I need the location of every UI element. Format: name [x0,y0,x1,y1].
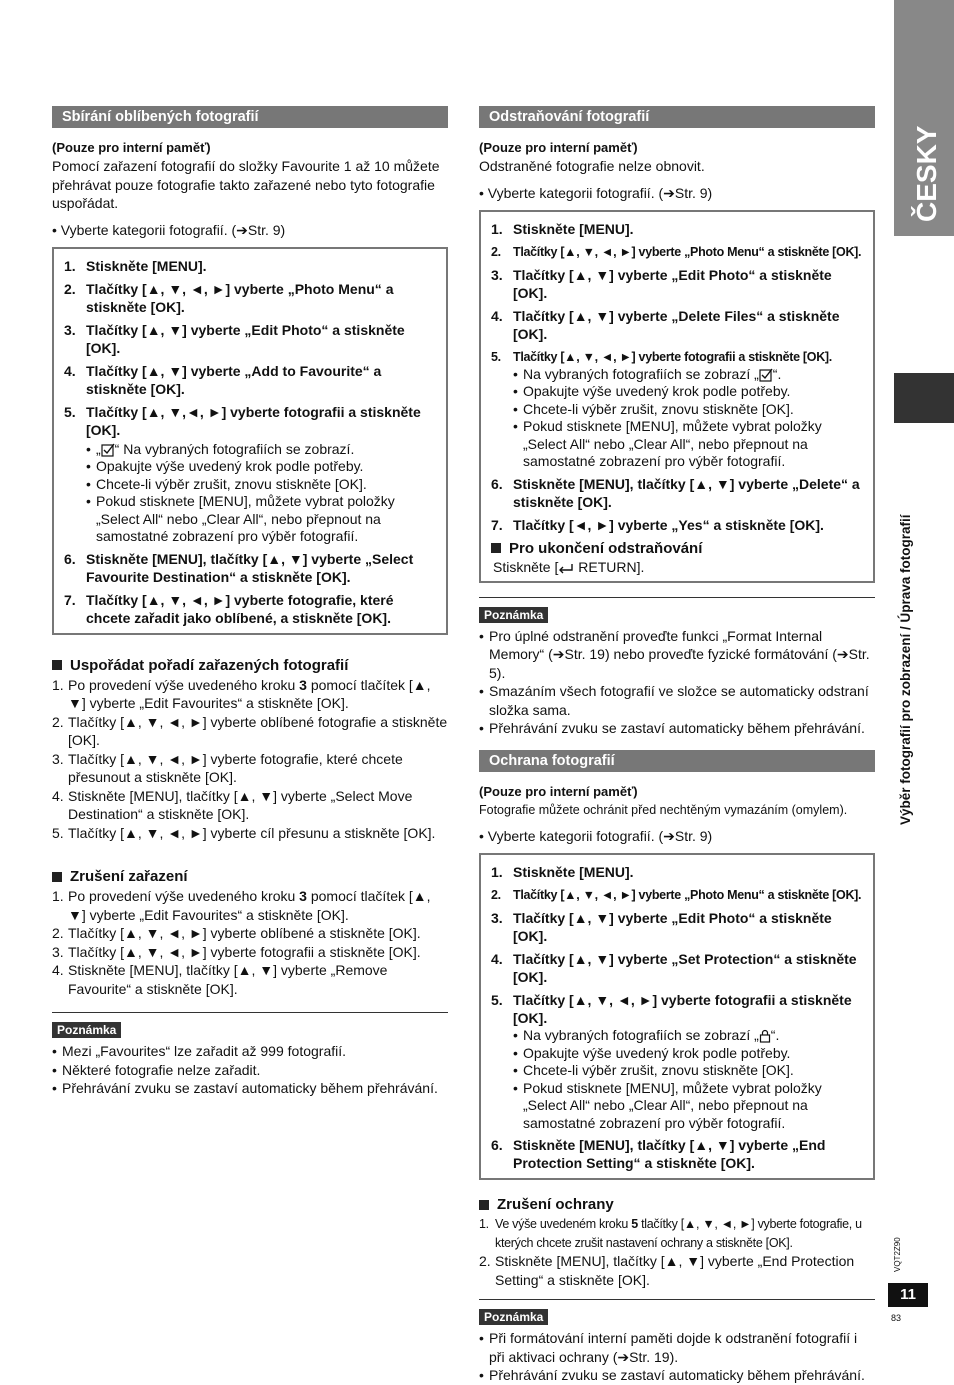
language-tab-label [906,72,946,222]
intro-text: Odstraněné fotografie nelze obnovit. [479,158,705,174]
page-number: 11 [888,1283,928,1307]
note-label: Poznámka [479,607,548,623]
note-label: Poznámka [52,1022,121,1038]
step5-bullets: • Na vybraných fotografiích se zobrazí „ “. • Opakujte výše uvedený krok podle potřeby. • Chcete-li výběr zrušit, znovu stiskněte [OK]. • Pokud stisknete [MENU], můžete vybrat položky „Select All“ nebo „Clear All“, nebo přepnout na samostatné zobrazení pro výběr fotografií. [513,1027,863,1132]
select-category-bullet: • Vyberte kategorii fotografií. (➔Str. 9) [52,221,286,238]
checkbox-check-icon [759,368,773,382]
notes-list: • Mezi „Favourites“ lze zařadit až 999 fotografií. • Některé fotografie nelze zařadit. • Přehrávání zvuku se zastaví automaticky během přehrávání. [52,1042,448,1098]
protect-steps-box [479,853,875,1180]
cancel-favourite-heading: Zrušení zařazení [52,868,448,885]
favourites-steps [64,257,436,439]
cancel-protect-steps: 1. Ve výše uvedeném kroku 5 tlačítky [▲, ▼, ◄, ►] vyberte fotografie, u kterých chcete zrušit nastavení ochrany a stiskněte [OK]. 2. Stiskněte [MENU], tlačítky [▲, ▼] vyberte „End Protection Setting“ a stiskněte [OK]. [479,1217,862,1288]
step: 1. Stiskněte [MENU]. [491,220,634,237]
step: 5. Tlačítky [▲, ▼,◄, ►] vyberte fotografii a stiskněte [OK]. [64,403,421,438]
order-heading: Uspořádat pořadí zařazených fotografií [52,657,448,674]
end-delete-text: Stiskněte [ RETURN]. [493,558,645,575]
select-category-bullet: • Vyberte kategorii fotografií. (➔Str. 9) [479,184,713,201]
step: 5. Tlačítky [▲, ▼, ◄, ►] vyberte fotografii a stiskněte [OK]. [491,349,832,364]
step: 3. Tlačítky [▲, ▼] vyberte „Edit Photo“ a stiskněte [OK]. [64,321,405,356]
step: 2. Tlačítky [▲, ▼, ◄, ►] vyberte „Photo Menu“ a stiskněte [OK]. [64,280,394,315]
step5-bullets: • „ “ Na vybraných fotografiích se zobrazí. • Opakujte výše uvedený krok podle potřeby. • Chcete-li výběr zrušit, znovu stiskněte [OK]. • Pokud stisknete [MENU], můžete vybrat položky „Select All“ nebo „Clear All“, nebo přepnout na samostatné zobrazení pro výběr fotografií. [86,441,436,546]
step5-bullets: • Na vybraných fotografiích se zobrazí „ “. • Opakujte výše uvedený krok podle potřeby. • Chcete-li výběr zrušit, znovu stiskněte [OK]. • Pokud stisknete [MENU], můžete vybrat položky „Select All“ nebo „Clear All“, nebo přepnout na samostatné zobrazení pro výběr fotografií. [513,366,863,471]
step: 7. Tlačítky [▲, ▼, ◄, ►] vyberte fotografie, které chcete zařadit jako oblíbené, a stiskněte [OK]. [64,591,394,626]
svg-text:ČESKY: ČESKY [911,125,942,222]
svg-text:Výběr fotografií pro zobrazení: Výběr fotografií pro zobrazení / Úprava fotografií [898,514,913,825]
step: 2. Tlačítky [▲, ▼, ◄, ►] vyberte „Photo Menu“ a stiskněte [OK]. [491,888,862,902]
order-steps: 1. Po provedení výše uvedeného kroku 3 pomocí tlačítek [▲, ▼] vyberte „Edit Favourites“ a stiskněte [OK]. 2. Tlačítky [▲, ▼, ◄, ►] vyberte oblíbené fotografie a stiskněte [OK]. 3. Tlačítky [▲, ▼, ◄, ►] vyberte fotografie, které chcete přesunout a stiskněte [OK]. 4. Stiskněte [MENU], tlačítky [▲, ▼] vyberte „Select Move Destination“ a stiskněte [OK]. 5. Tlačítky [▲, ▼, ◄, ►] vyberte cíl přesunu a stiskněte [OK]. [52,676,448,841]
right-column [479,106,875,1385]
intro-text: Pomocí zařazení fotografií do složky Favourite 1 až 10 můžete přehrávat pouze fotografie takto zařazené nebo tyto fotografie uspořádat. [52,158,440,211]
section-title-favourites: Sbírání oblíbených fotografií [52,106,448,128]
side-chapter-label [892,440,918,830]
intro-bold: (Pouze pro interní paměť) [479,140,638,155]
page-sub-number: 83 [891,1313,902,1323]
step: 3. Tlačítky [▲, ▼] vyberte „Edit Photo“ a stiskněte [OK]. [491,266,832,301]
section-marker [894,373,954,423]
favourites-steps-box [52,247,448,635]
step: 4. Tlačítky [▲, ▼] vyberte „Set Protection“ a stiskněte [OK]. [491,951,857,985]
step: 6. Stiskněte [MENU], tlačítky [▲, ▼] vyberte „Delete“ a stiskněte [OK]. [491,475,860,510]
select-category-bullet: • Vyberte kategorii fotografií. (➔Str. 9) [479,828,713,844]
step: 4. Tlačítky [▲, ▼] vyberte „Add to Favourite“ a stiskněte [OK]. [64,362,382,397]
notes-list: • Při formátování interní paměti dojde k odstranění fotografií i při aktivaci ochrany (➔Str. 19). • Přehrávání zvuku se zastaví automaticky během přehrávání. [479,1329,875,1385]
end-delete-heading: Pro ukončení odstraňování [491,540,863,557]
section-title-protect: Ochrana fotografií [479,750,875,772]
step: 3. Tlačítky [▲, ▼] vyberte „Edit Photo“ a stiskněte [OK]. [491,910,832,944]
intro-text: Fotografie můžete ochránit před nechtěným vymazáním (omylem). [479,802,848,817]
step: 4. Tlačítky [▲, ▼] vyberte „Delete Files“ a stiskněte [OK]. [491,307,840,342]
step: 1. Stiskněte [MENU]. [491,864,634,880]
cancel-protect-heading: Zrušení ochrany [479,1196,875,1213]
note-block [479,597,875,738]
note-label: Poznámka [479,1309,548,1325]
notes-list: • Pro úplné odstranění proveďte funkci „Format Internal Memory“ (➔Str. 19) nebo proveďte fyzické formátování (➔Str. 5). • Smazáním všech fotografií ve složce se automaticky odstraní složka sama. • Přehrávání zvuku se zastaví automaticky během přehrávání. [479,627,875,738]
step: 1. Stiskněte [MENU]. [64,257,207,274]
document-code [890,1232,904,1272]
step: 6. Stiskněte [MENU], tlačítky [▲, ▼] vyberte „Select Favourite Destination“ a stiskněte [OK]. [64,550,414,585]
lock-icon [759,1029,771,1043]
intro-bold: (Pouze pro interní paměť) [479,783,638,799]
step: 7. Tlačítky [◄, ►] vyberte „Yes“ a stiskněte [OK]. [491,516,824,533]
return-icon [558,562,574,574]
cancel-favourite-steps: 1. Po provedení výše uvedeného kroku 3 pomocí tlačítek [▲, ▼] vyberte „Edit Favourites“ a stiskněte [OK]. 2. Tlačítky [▲, ▼, ◄, ►] vyberte oblíbené a stiskněte [OK]. 3. Tlačítky [▲, ▼, ◄, ►] vyberte fotografii a stiskněte [OK]. 4. Stiskněte [MENU], tlačítky [▲, ▼] vyberte „Remove Favourite“ a stiskněte [OK]. [52,888,431,997]
note-block [479,1299,875,1385]
step: 6. Stiskněte [MENU], tlačítky [▲, ▼] vyberte „End Protection Setting“ a stiskněte [OK]. [491,1137,826,1171]
step: 2. Tlačítky [▲, ▼, ◄, ►] vyberte „Photo Menu“ a stiskněte [OK]. [491,244,862,259]
checkbox-check-icon [101,443,115,457]
delete-steps-box [479,210,875,583]
svg-text:VQT2Z90: VQT2Z90 [893,1237,902,1272]
step: 5. Tlačítky [▲, ▼, ◄, ►] vyberte fotografii a stiskněte [OK]. [491,992,852,1026]
left-column [52,106,448,1098]
note-block [52,1012,448,1098]
intro-bold: (Pouze pro interní paměť) [52,140,211,155]
section-title-delete: Odstraňování fotografií [479,106,875,128]
